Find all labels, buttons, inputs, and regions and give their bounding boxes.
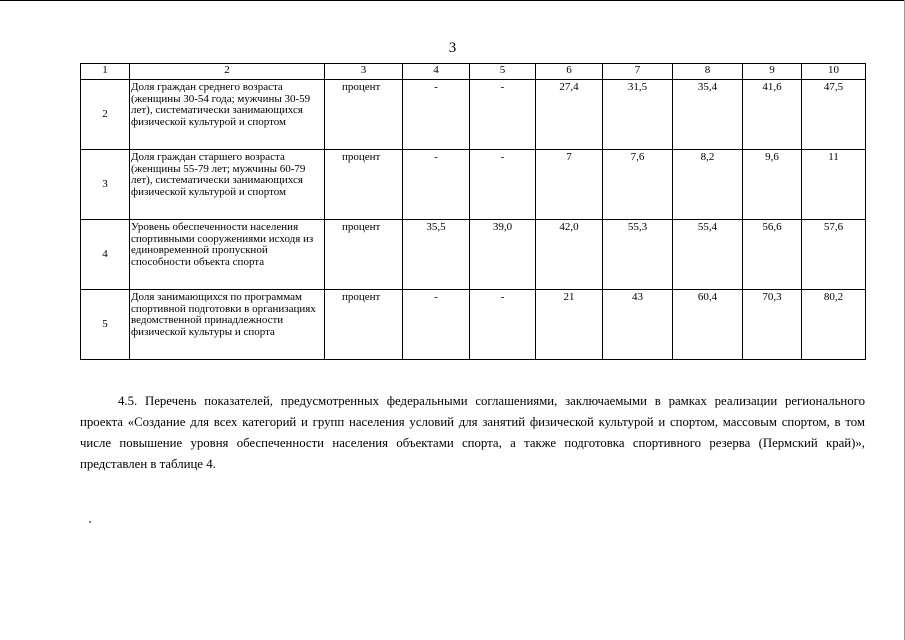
unit-cell: процент [325, 220, 403, 290]
value-cell: - [470, 80, 536, 150]
value-cell: 7,6 [603, 150, 673, 220]
value-cell: 55,4 [673, 220, 743, 290]
value-cell: 43 [603, 290, 673, 360]
value-cell: - [470, 290, 536, 360]
column-number: 9 [743, 64, 802, 80]
unit-cell: процент [325, 150, 403, 220]
value-cell: 57,6 [802, 220, 866, 290]
column-number: 2 [130, 64, 325, 80]
value-cell: 31,5 [603, 80, 673, 150]
value-cell: - [403, 290, 470, 360]
column-number: 5 [470, 64, 536, 80]
scan-speck [89, 521, 91, 523]
body-paragraph: 4.5. Перечень показателей, предусмотренных федеральными соглашениями, заключаемыми в рамках реализации регионального проекта «Создание для всех категорий и групп населения условий для занятий физической культурой и спортом, массовым спортом, в том числе повышение уровня обеспеченности населения объектами спорта, а также подготовка спортивного резерва (Пермский край)», представлен в таблице 4. [80, 393, 865, 471]
value-cell: - [403, 80, 470, 150]
table-row [81, 220, 866, 290]
indicator-name: Уровень обеспеченности населения спортивными сооружениями исходя из единовременной пропускной способности объекта спорта [130, 220, 325, 290]
column-number: 1 [81, 64, 130, 80]
row-number: 3 [81, 150, 130, 220]
table-row [81, 290, 866, 360]
column-number: 10 [802, 64, 866, 80]
table-row [81, 150, 866, 220]
row-number: 2 [81, 80, 130, 150]
value-cell: 55,3 [603, 220, 673, 290]
value-cell: 70,3 [743, 290, 802, 360]
value-cell: 21 [536, 290, 603, 360]
value-cell: 9,6 [743, 150, 802, 220]
row-number: 4 [81, 220, 130, 290]
value-cell: 39,0 [470, 220, 536, 290]
value-cell: 42,0 [536, 220, 603, 290]
value-cell: 47,5 [802, 80, 866, 150]
column-number: 4 [403, 64, 470, 80]
value-cell: 11 [802, 150, 866, 220]
unit-cell: процент [325, 290, 403, 360]
value-cell: 8,2 [673, 150, 743, 220]
indicator-name: Доля занимающихся по программам спортивной подготовки в организациях ведомственной принадлежности физической культуры и спорта [130, 290, 325, 360]
value-cell: 41,6 [743, 80, 802, 150]
value-cell: - [470, 150, 536, 220]
value-cell: 60,4 [673, 290, 743, 360]
table-header-row [81, 64, 866, 80]
column-number: 8 [673, 64, 743, 80]
column-number: 7 [603, 64, 673, 80]
value-cell: 80,2 [802, 290, 866, 360]
value-cell: 35,5 [403, 220, 470, 290]
scan-top-edge [0, 0, 905, 1]
indicators-table [80, 63, 866, 360]
value-cell: - [403, 150, 470, 220]
value-cell: 56,6 [743, 220, 802, 290]
column-number: 3 [325, 64, 403, 80]
indicator-name: Доля граждан среднего возраста (женщины 30-54 года; мужчины 30-59 лет), систематически занимающихся физической культурой и спортом [130, 80, 325, 150]
row-number: 5 [81, 290, 130, 360]
column-number: 6 [536, 64, 603, 80]
table-row [81, 80, 866, 150]
indicator-name: Доля граждан старшего возраста (женщины 55-79 лет; мужчины 60-79 лет), систематически занимающихся физической культурой и спортом [130, 150, 325, 220]
page-number: 3 [448, 40, 457, 56]
value-cell: 27,4 [536, 80, 603, 150]
value-cell: 35,4 [673, 80, 743, 150]
value-cell: 7 [536, 150, 603, 220]
unit-cell: процент [325, 80, 403, 150]
